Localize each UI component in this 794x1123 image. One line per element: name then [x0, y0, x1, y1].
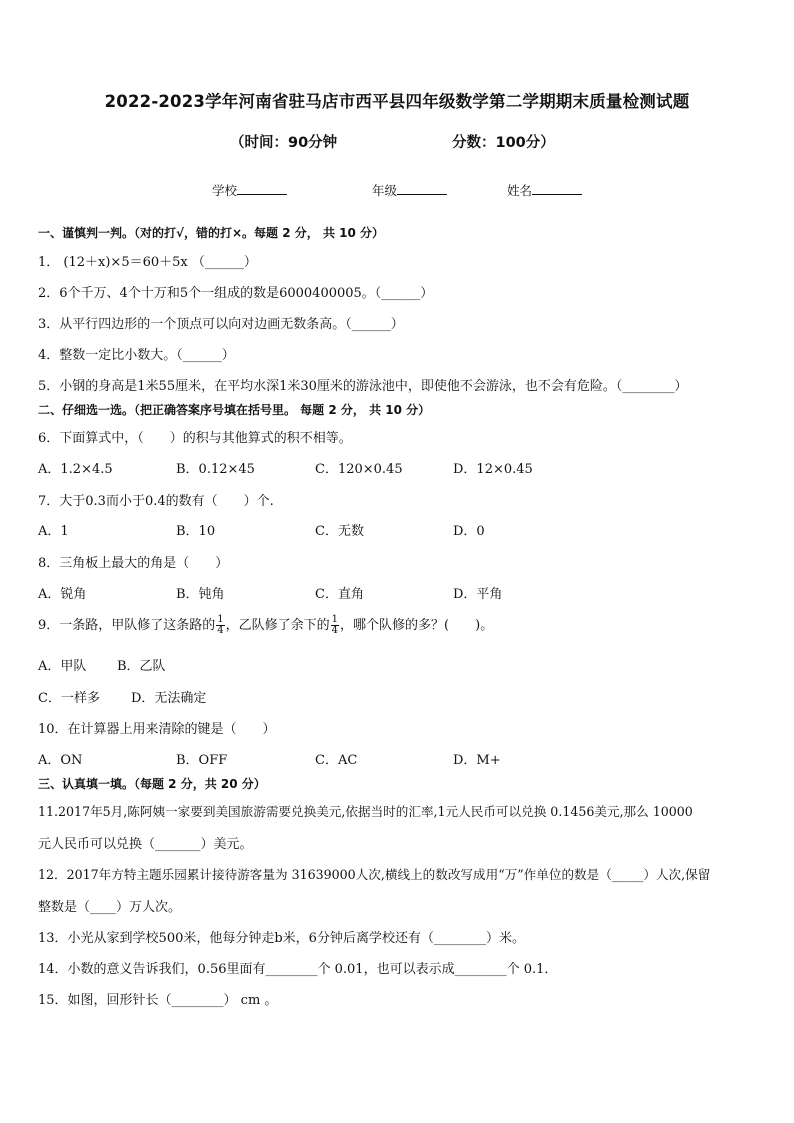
section-2-heading: 二、仔细选一选。（把正确答案序号填在括号里。 每题 2 分， 共 10 分）	[38, 403, 431, 417]
question-5: 5．小钢的身高是1米55厘米，在平均水深1米30厘米的游泳池中，即使他不会游泳，也不会有危险。（________）	[38, 379, 688, 394]
q8-option-d: D．平角	[453, 587, 503, 602]
q9-option-d: D．无法确定	[131, 691, 207, 706]
question-8: 8．三角板上最大的角是（ ）	[38, 556, 229, 571]
name-label: 姓名	[507, 183, 533, 198]
q9-option-c: C．一样多	[38, 691, 100, 706]
question-11-line-2: 元人民币可以兑换（_______）美元。	[38, 837, 253, 852]
q6-option-d: D．12×0.45	[453, 462, 533, 477]
q9-fraction-2-den: 4	[331, 625, 339, 636]
q8-option-a: A．锐角	[38, 587, 87, 602]
q7-option-a: A．1	[38, 524, 69, 539]
question-4: 4．整数一定比小数大。（______）	[38, 348, 235, 363]
q8-option-c: C．直角	[315, 587, 364, 602]
question-2: 2．6个千万、4个十万和5个一组成的数是6000400005。（______）	[38, 286, 434, 301]
q8-option-b: B．钝角	[176, 587, 225, 602]
q10-option-d: D．M+	[453, 753, 501, 768]
exam-time: （时间：90分钟	[230, 135, 338, 151]
exam-score: 分数：100分）	[452, 135, 555, 151]
q9-fraction-2-num: 1	[331, 614, 339, 625]
q9-fraction-1-den: 4	[217, 625, 224, 636]
question-9	[38, 614, 493, 636]
q9-text-2: ，乙队修了余下的	[225, 618, 330, 633]
q9-fraction-1-num: 1	[217, 614, 224, 625]
school-field	[212, 181, 287, 199]
q9-text-3: ，哪个队修的多？( )。	[340, 618, 494, 633]
school-blank	[237, 182, 287, 195]
question-12-line-1: 12．2017年方特主题乐园累计接待游客量为 31639000人次,横线上的数改写成用“万”作单位的数是（_____）人次,保留	[38, 867, 711, 882]
q9-option-a: A．甲队	[38, 659, 87, 674]
q6-option-a: A．1.2×4.5	[38, 462, 113, 477]
q7-option-d: D．0	[453, 524, 485, 539]
grade-blank	[397, 182, 447, 195]
q10-option-a: A．ON	[38, 753, 83, 768]
section-3-heading: 三、认真填一填。（每题 2 分，共 20 分）	[38, 777, 266, 791]
q7-option-c: C．无数	[315, 524, 364, 539]
q9-fraction-2	[331, 615, 339, 636]
question-12-line-2: 整数是（____）万人次。	[38, 900, 182, 915]
q9-text-1: 9．一条路，甲队修了这条路的	[38, 618, 216, 633]
q6-option-b: B．0.12×45	[176, 462, 255, 477]
q10-option-b: B．OFF	[176, 753, 228, 768]
grade-label: 年级	[372, 183, 398, 198]
question-15: 15．如图，回形针长（________） cm 。	[38, 993, 278, 1008]
section-1-heading: 一、谨慎判一判。（对的打√，错的打×。每题 2 分， 共 10 分）	[38, 226, 384, 240]
grade-field	[372, 181, 447, 199]
q9-fraction-1	[216, 615, 224, 636]
question-11-line-1: 11.2017年5月,陈阿姨一家要到美国旅游需要兑换美元,依据当时的汇率,1元人民币可以兑换 0.1456美元,那么 10000	[38, 804, 693, 819]
question-10: 10．在计算器上用来清除的键是（ ）	[38, 722, 276, 737]
question-3: 3．从平行四边形的一个顶点可以向对边画无数条高。（______）	[38, 317, 404, 332]
q10-option-c: C．AC	[315, 753, 358, 768]
question-13: 13．小光从家到学校500米，他每分钟走b米，6分钟后离学校还有（________）米。	[38, 931, 525, 946]
name-blank	[532, 182, 582, 195]
school-label: 学校	[212, 183, 238, 198]
q9-option-b: B．乙队	[117, 659, 166, 674]
name-field	[507, 181, 582, 199]
q7-option-b: B．10	[176, 524, 216, 539]
question-6: 6．下面算式中，（ ）的积与其他算式的积不相等。	[38, 431, 352, 446]
question-1: 1． (12＋x)×5＝60＋5x （______）	[38, 255, 257, 270]
question-7: 7．大于0.3而小于0.4的数有（ ）个.	[38, 494, 274, 509]
page-title: 2022-2023学年河南省驻马店市西平县四年级数学第二学期期末质量检测试题	[104, 92, 690, 111]
question-14: 14．小数的意义告诉我们，0.56里面有________个 0.01，也可以表示成________个 0.1．	[38, 962, 558, 977]
q6-option-c: C．120×0.45	[315, 462, 403, 477]
